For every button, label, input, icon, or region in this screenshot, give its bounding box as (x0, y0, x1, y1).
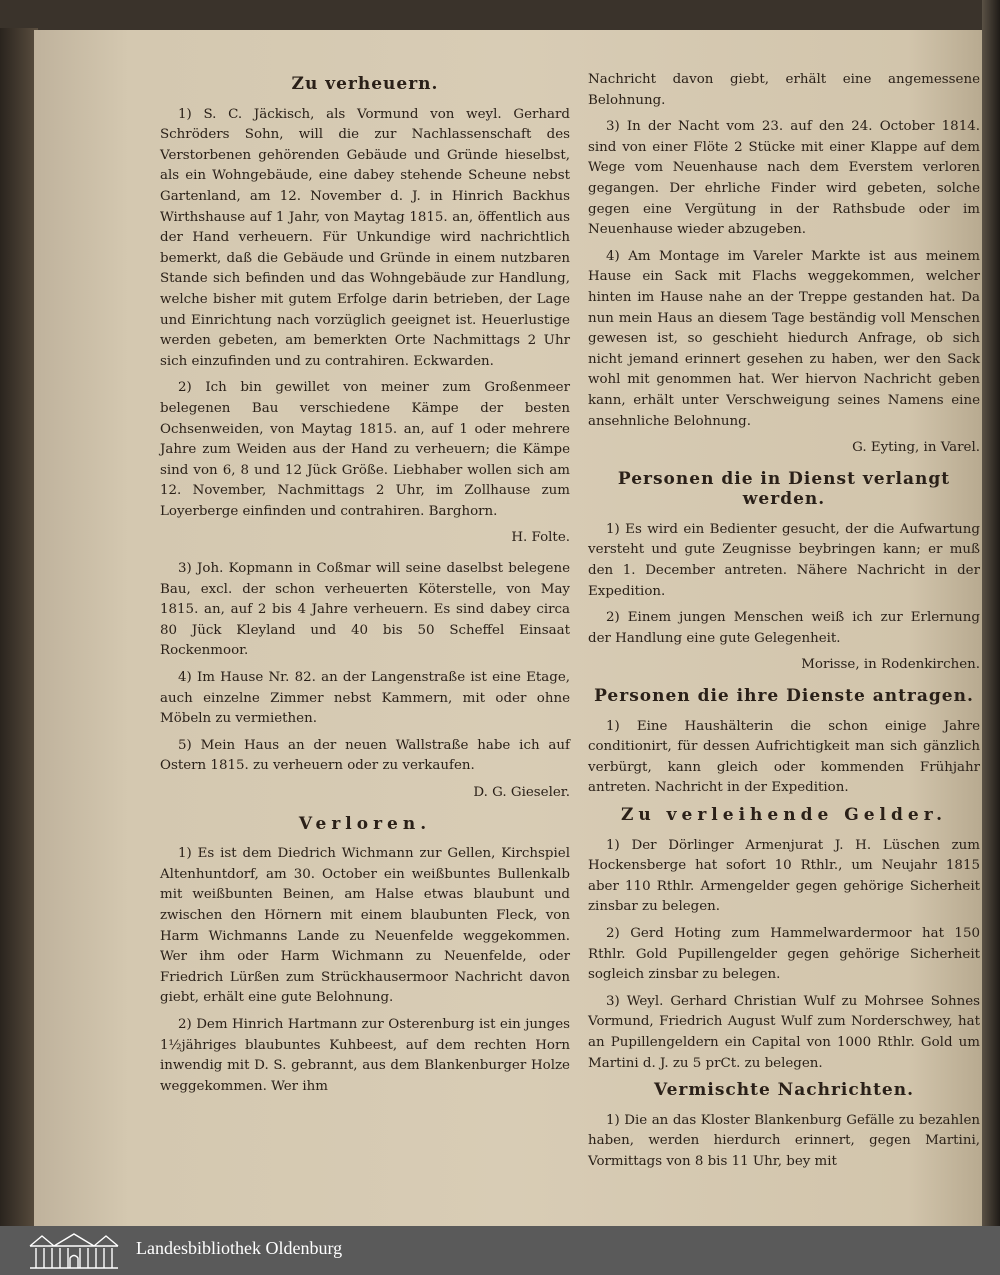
notice-paragraph: 2) Ich bin gewillet von meiner zum Großenmeer belegenen Bau verschiedene Kämpe der besten Ochsenweiden, von Maytag 1815. an, auf 1 oder mehrere Jahre zum Weiden aus der Hand zu verheuern; die Kämpe sind von 6, 8 und 12 Jück Größe. Liebhaber wollen sich am 12. November, Nachmittags 2 Uhr, im Zollhause zum Loyerberge einfinden und contrahiren. Barghorn. (160, 380, 570, 519)
book-binding (0, 28, 38, 1228)
notice-paragraph: 1) Eine Haushälterin die schon einige Jahre conditionirt, für dessen Aufrichtigkeit man sich gänzlich verbürgt, kann gleich oder kommenden Frühjahr antreten. Nachricht in der Expedition. (588, 718, 980, 796)
heading-gelder: Zu verleihende Gelder. (620, 805, 948, 825)
footer-label: Landesbibliothek Oldenburg (136, 1238, 343, 1258)
notice-paragraph: 1) Es ist dem Diedrich Wichmann zur Gellen, Kirchspiel Altenhuntdorf, am 30. October ein weißbuntes Bullenkalb mit weißbunten Beinen, am Halse etwas blaubunt und zwischen den Hörnern mit einem blaubunten Fleck, von Harm Wichmanns Lande zu Neuenfelde weggekommen. Wer ihm oder Harm Wichmann zu Neuenfelde, oder Friedrich Lürßen zum Strückhausermoor Nachricht davon giebt, erhält eine gute Belohnung. (160, 846, 570, 1006)
notice-paragraph: 4) Am Montage im Vareler Markte ist aus meinem Hause ein Sack mit Flachs weggekommen, welcher hinten im Hause nahe an der Treppe gestanden hat. Da nun mein Haus an diesem Tage beständig voll Menschen gewesen ist, so geschieht hiedurch Anfrage, ob sich nicht jemand erinnert gesehen zu haben, wer den Sack wohl mit genommen hat. Wer hiervon Nachricht geben kann, erhält unter Verschweigung seines Namens eine ansehnliche Belohnung. (588, 248, 980, 429)
footer-bar (0, 1226, 1000, 1275)
heading-vermischte: Vermischte Nachrichten. (653, 1080, 915, 1101)
notice-paragraph: 5) Mein Haus an der neuen Wallstraße habe ich auf Ostern 1815. zu verheuern oder zu verkaufen. (160, 737, 570, 774)
page-edge (982, 0, 1000, 1226)
heading-zu-verheuern: Zu verheuern. (291, 74, 439, 94)
signature: G. Eyting, in Varel. (852, 440, 980, 456)
notice-paragraph: 2) Dem Hinrich Hartmann zur Osterenburg ist ein junges 1½jähriges blaubuntes Kuhbeest, auf dem rechten Horn inwendig mit D. S. gebrannt, aus dem Blankenburger Holze weggekommen. Wer ihm (160, 1016, 570, 1094)
library-building-icon (28, 1232, 120, 1270)
notice-paragraph: 2) Einem jungen Menschen weiß ich zur Erlernung der Handlung eine gute Gelegenheit. (588, 610, 980, 646)
notice-paragraph: 4) Im Hause Nr. 82. an der Langenstraße ist eine Etage, auch einzelne Zimmer nebst Kammern, mit oder ohne Möbeln zu vermiethen. (160, 670, 570, 727)
notice-paragraph: 1) Der Dörlinger Armenjurat J. H. Lüschen zum Hockensberge hat sofort 10 Rthlr., um Neujahr 1815 aber 110 Rthlr. Armengelder gegen gehörige Sicherheit zinsbar zu belegen. (588, 837, 980, 915)
right-column (588, 70, 980, 1179)
left-column (160, 70, 570, 1103)
heading-dienste-antragen: Personen die ihre Dienste antragen. (594, 686, 974, 707)
notice-paragraph: 2) Gerd Hoting zum Hammelwardermoor hat 150 Rthlr. Gold Pupillengelder gegen gehörige Sicherheit sogleich zinsbar zu belegen. (588, 925, 980, 983)
notice-paragraph: 1) S. C. Jäckisch, als Vormund von weyl. Gerhard Schröders Sohn, will die zur Nachlassenschaft des Verstorbenen gehörenden Gebäude und Gründe hieselbst, als ein Wohngebäude, eine dabey stehende Scheune nebst Gartenland, am 12. November d. J. in Hinrich Backhus Wirthshause auf 1 Jahr, von Maytag 1815. an, öffentlich aus der Hand verheuern. Für Unkundige wird nachrichtlich bemerkt, daß die Gebäude und Gründe in einem nutzbaren Stande sich befinden und das Wohngebäude zur Handlung, welche bisher mit gutem Erfolge darin betrieben, der Lage und Einrichtung nach vorzüglich geeignet ist. Heuerlustige werden gebeten, am bemerkten Orte Nachmittags 2 Uhr sich einzufinden und zu contrahiren. Eckwarden. (160, 106, 570, 369)
notice-paragraph: 1) Die an das Kloster Blankenburg Gefälle zu bezahlen haben, werden hierdurch erinnert, gegen Martini, Vormittags von 8 bis 11 Uhr, bey mit (588, 1112, 980, 1169)
notice-paragraph: 1) Es wird ein Bedienter gesucht, der die Aufwartung versteht und gute Zeugnisse beybringen kann; er muß den 1. December antreten. Nähere Nachricht in der Expedition. (588, 521, 980, 599)
signature: Morisse, in Rodenkirchen. (801, 657, 980, 673)
heading-verloren: Verloren. (298, 813, 432, 834)
signature: H. Folte. (511, 530, 570, 546)
notice-paragraph: Nachricht davon giebt, erhält eine angemessene Belohnung. (588, 72, 980, 108)
notice-paragraph: 3) In der Nacht vom 23. auf den 24. October 1814. sind von einer Flöte 2 Stücke mit einer Klappe auf dem Wege vom Neuenhause nach dem Everstem verloren gegangen. Der ehrliche Finder wird gebeten, solche gegen eine Vergütung in der Rathsbude oder im Neuenhause wieder abzugeben. (588, 119, 980, 238)
heading-dienst-verlangt: Personen die in Dienst verlangt werden. (617, 468, 951, 510)
signature: D. G. Gieseler. (473, 785, 570, 800)
notice-paragraph: 3) Joh. Kopmann in Coßmar will seine daselbst belegene Bau, excl. der schon verheuerten Köterstelle, von May 1815. an, auf 2 bis 4 Jahre verheuern. Es sind dabey circa 80 Jück Kleyland und 40 bis 50 Scheffel Einsaat Rockenmoor. (160, 561, 570, 659)
notice-paragraph: 3) Weyl. Gerhard Christian Wulf zu Mohrsee Sohnes Vormund, Friedrich August Wulf zum Norderschwey, hat an Pupillengeldern ein Capital von 1000 Rthlr. Gold um Martini d. J. zu 5 prCt. zu belegen. (588, 993, 980, 1071)
